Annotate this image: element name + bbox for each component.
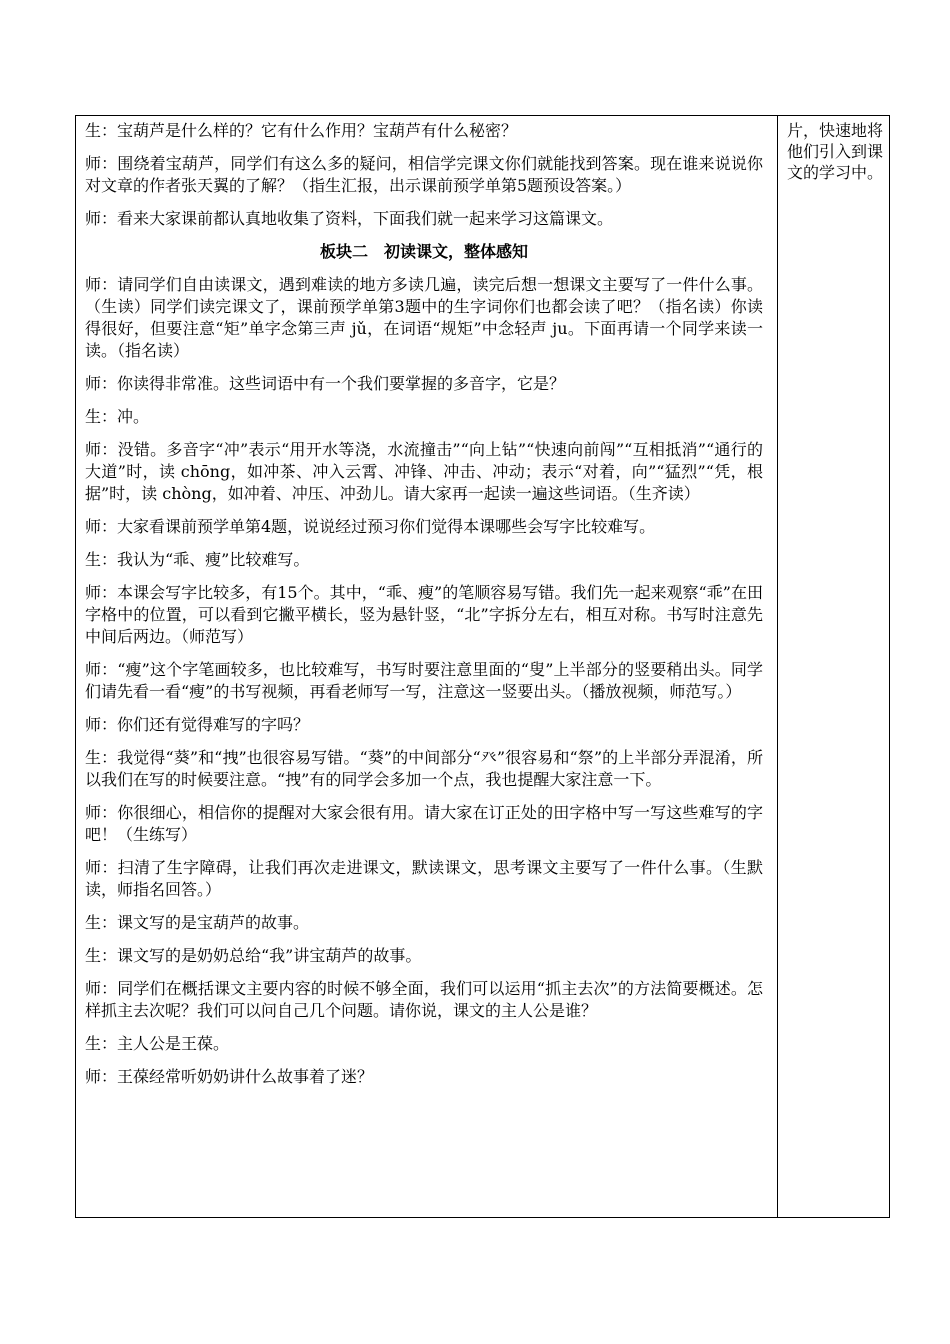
dialogue-paragraph: 师：没错。多音字“冲”表示“用开水等浇，水流撞击”“向上钻”“快速向前闯”“互相抵消”“通行的大道”时，读 chōng，如冲茶、冲入云霄、冲锋、冲击、冲动；表示“对着，向”“猛烈”“凭，根据”时，读 chòng，如冲着、冲压、冲劲儿。请大家再一起读一遍这些词语。（生齐读） xyxy=(85,440,763,503)
side-note: 片，快速地将他们引入到课文的学习中。 xyxy=(787,121,884,182)
dialogue-paragraph: 生：主人公是王葆。 xyxy=(85,1034,230,1053)
dialogue-paragraph: 师：扫清了生字障碍，让我们再次走进课文，默读课文，思考课文主要写了一件什么事。（生默读，师指名回答。） xyxy=(85,858,763,899)
dialogue-paragraph: 生：我认为“乖、瘦”比较难写。 xyxy=(85,550,310,569)
dialogue-paragraph: 师：请同学们自由读课文，遇到难读的地方多读几遍，读完后想一想课文主要写了一件什么事。（生读）同学们读完课文了，课前预学单第3题中的生字词你们也都会读了吧？（指名读）你读得很好，但要注意“矩”单字念第三声 jǔ，在词语“规矩”中念轻声 ju。下面再请一个同学来读一读。（指名读） xyxy=(85,275,763,360)
dialogue-paragraph: 生：宝葫芦是什么样的？它有什么作用？宝葫芦有什么秘密？ xyxy=(85,121,518,140)
dialogue-paragraph: 师：大家看课前预学单第4题，说说经过预习你们觉得本课哪些会写字比较难写。 xyxy=(85,517,656,536)
teaching-process-column xyxy=(76,116,778,1217)
dialogue-paragraph: 生：我觉得“葵”和“拽”也很容易写错。“葵”的中间部分“癶”很容易和“祭”的上半部分弄混淆，所以我们在写的时候要注意。“拽”有的同学会多加一个点，我也提醒大家注意一下。 xyxy=(85,748,763,789)
dialogue-paragraph: 师：你们还有觉得难写的字吗？ xyxy=(85,715,310,734)
dialogue-paragraph: 师：同学们在概括课文主要内容的时候不够全面，我们可以运用“抓主去次”的方法简要概述。怎样抓主去次呢？我们可以问自己几个问题。请你说，课文的主人公是谁？ xyxy=(85,979,763,1020)
dialogue-paragraph: 师：看来大家课前都认真地收集了资料，下面我们就一起来学习这篇课文。 xyxy=(85,209,614,228)
dialogue-paragraph: 师：本课会写字比较多，有15个。其中，“乖、瘦”的笔顺容易写错。我们先一起来观察“乖”在田字格中的位置，可以看到它撇平横长，竖为悬针竖，“北”字拆分左右，相互对称。书写时注意先中间后两边。（师范写） xyxy=(85,583,763,646)
lesson-plan-table xyxy=(75,115,890,1218)
design-intent-column xyxy=(778,116,889,1217)
dialogue-paragraph: 生：课文写的是宝葫芦的故事。 xyxy=(85,913,310,932)
dialogue-paragraph: 师：围绕着宝葫芦，同学们有这么多的疑问，相信学完课文你们就能找到答案。现在谁来说说你对文章的作者张天翼的了解？（指生汇报，出示课前预学单第5题预设答案。） xyxy=(85,154,763,195)
dialogue-paragraph: 生：课文写的是奶奶总给“我”讲宝葫芦的故事。 xyxy=(85,946,422,965)
dialogue-paragraph: 师：你很细心，相信你的提醒对大家会很有用。请大家在订正处的田字格中写一写这些难写的字吧！（生练写） xyxy=(85,803,763,844)
dialogue-paragraph: 师：“瘦”这个字笔画较多，也比较难写，书写时要注意里面的“叟”上半部分的竖要稍出头。同学们请先看一看“瘦”的书写视频，再看老师写一写，注意这一竖要出头。（播放视频，师范写。） xyxy=(85,660,763,701)
dialogue-paragraph: 生：冲。 xyxy=(85,407,150,426)
dialogue-paragraph: 师：你读得非常准。这些词语中有一个我们要掌握的多音字，它是？ xyxy=(85,374,566,393)
dialogue-paragraph: 师：王葆经常听奶奶讲什么故事着了迷？ xyxy=(85,1067,374,1086)
section-heading: 板块二 初读课文，整体感知 xyxy=(319,242,528,261)
